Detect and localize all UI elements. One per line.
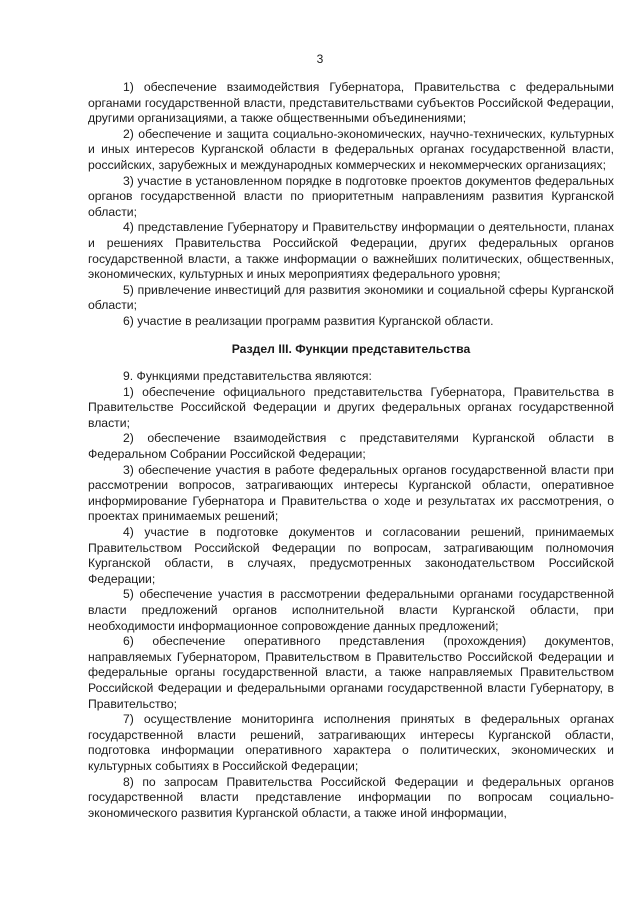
list-item: 5) привлечение инвестиций для развития экономики и социальной сферы Курганской области; <box>88 282 614 313</box>
section-intro: 9. Функциями представительства являются: <box>123 369 372 384</box>
list-item: 2) обеспечение и защита социально-экономических, научно-технических, культурных и иных интересов Курганской области в федеральных органах государственной власти, российских, зарубежных и международных коммерческих и некоммерческих организациях; <box>88 126 614 172</box>
list-item: 7) осуществление мониторинга исполнения принятых в федеральных органах государственной власти решений, затрагивающих интересы Курганской области, подготовка информации оперативного характера о политических, экономических и культурных событиях в Российской Федерации; <box>88 712 614 773</box>
list-item: 8) по запросам Правительства Российской Федерации и федеральных органов государственной власти представление информации по вопросам социально-экономического развития Курганской области, а также иной информации, <box>88 774 614 820</box>
list-item: 6) обеспечение оперативного представления (прохождения) документов, направляемых Губернатором, Правительством в Правительство Российской Федерации и федеральные органы государственной власти, а также направляемых Правительством Российской Федерации и федеральными органами государственной власти Губернатору, в Правительство; <box>88 634 614 711</box>
list-item: 2) обеспечение взаимодействия с представителями Курганской области в Федеральном Собрании Российской Федерации; <box>88 431 614 462</box>
document-body <box>88 80 614 821</box>
list-item: 3) участие в установленном порядке в подготовке проектов документов федеральных органов государственной власти по приоритетным направлениям развития Курганской области; <box>88 173 614 219</box>
list-item: 1) обеспечение взаимодействия Губернатора, Правительства с федеральными органами государственной власти, представительствами субъектов Российской Федерации, другими организациями, а также общественными объединениями; <box>88 80 614 126</box>
page-number: 3 <box>316 52 324 66</box>
list-item: 4) представление Губернатору и Правительству информации о деятельности, планах и решениях Правительства Российской Федерации, других федеральных органов государственной власти, а также информации о важнейших политических, общественных, экономических, культурных и иных мероприятиях федерального уровня; <box>88 220 614 282</box>
list-item: 3) обеспечение участия в работе федеральных органов государственной власти при рассмотрении вопросов, затрагивающих интересы Курганской области, оперативное информирование Губернатора и Правительства о ходе и результатах их рассмотрения, о проектах принимаемых решений; <box>88 462 614 524</box>
list-item: 1) обеспечение официального представительства Губернатора, Правительства в Правительстве Российской Федерации и других федеральных органах государственной власти; <box>88 384 614 430</box>
list-item: 5) обеспечение участия в рассмотрении федеральными органами государственной власти предложений органов исполнительной власти Курганской области, при необходимости информационное сопровождение данных предложений; <box>88 587 614 633</box>
list-item: 6) участие в реализации программ развития Курганской области. <box>123 313 494 328</box>
list-item: 4) участие в подготовке документов и согласовании решений, принимаемых Правительством Российской Федерации по вопросам, затрагивающим полномочия Курганской области, в случаях, предусмотренных законодательством Российской Федерации; <box>88 525 614 586</box>
section-heading: Раздел III. Функции представительства <box>231 341 471 356</box>
